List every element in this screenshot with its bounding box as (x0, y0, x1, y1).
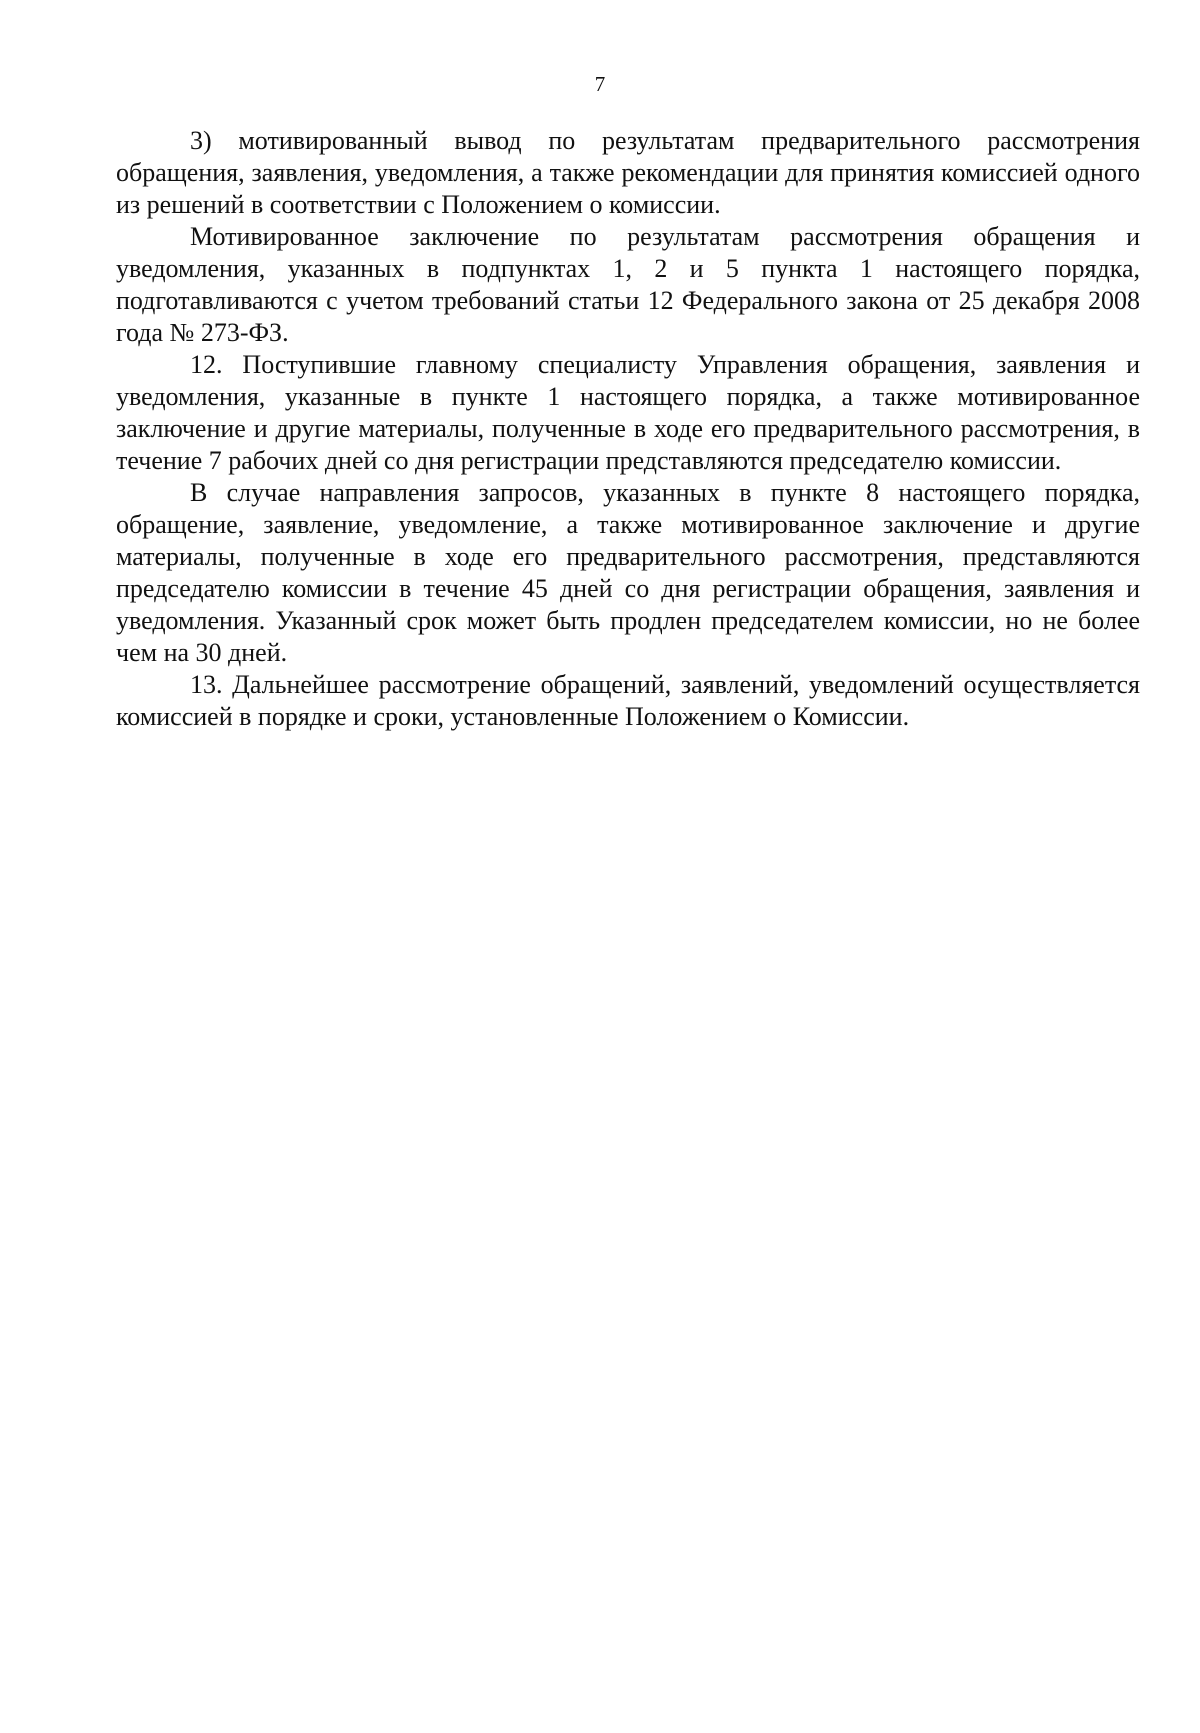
paragraph-13: 13. Дальнейшее рассмотрение обращений, заявлений, уведомлений осуществляется комиссией в порядке и сроки, установленные Положением о Комиссии. (116, 670, 1140, 731)
paragraph-requests-case: В случае направления запросов, указанных в пункте 8 настоящего порядка, обращение, заявление, уведомление, а также мотивированное заключение и другие материалы, полученные в ходе его предварительного рассмотрения, представляются председателю комиссии в течение 45 дней со дня регистрации обращения, заявления и уведомления. Указанный срок может быть продлен председателем комиссии, но не более чем на 30 дней. (116, 478, 1140, 667)
page-number: 7 (594, 72, 606, 96)
paragraph-motivated-conclusion: Мотивированное заключение по результатам рассмотрения обращения и уведомления, указанных в подпунктах 1, 2 и 5 пункта 1 настоящего порядка, подготавливаются с учетом требований статьи 12 Федерального закона от 25 декабря 2008 года № 273-ФЗ. (116, 222, 1140, 347)
paragraph-12: 12. Поступившие главному специалисту Управления обращения, заявления и уведомления, указанные в пункте 1 настоящего порядка, а также мотивированное заключение и другие материалы, полученные в ходе его предварительного рассмотрения, в течение 7 рабочих дней со дня регистрации представляются председателю комиссии. (116, 350, 1140, 475)
paragraph-item-3-conclusion: 3) мотивированный вывод по результатам предварительного рассмотрения обращения, заявления, уведомления, а также рекомендации для принятия комиссией одного из решений в соответствии с Положением о комиссии. (116, 126, 1140, 219)
document-body (116, 125, 1140, 733)
